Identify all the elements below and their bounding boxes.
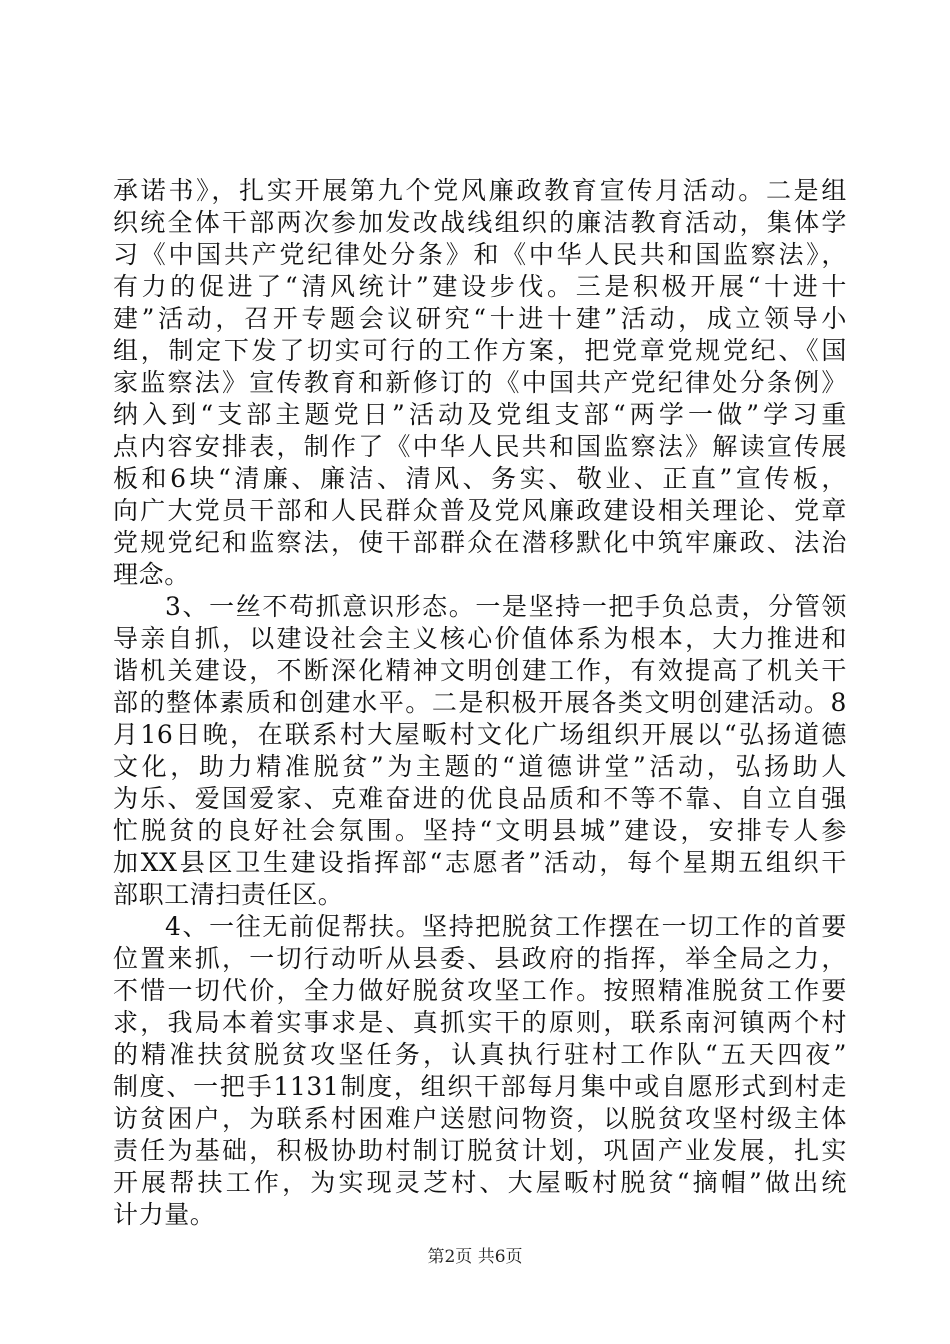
- text-line: 部职工清扫责任区。: [113, 880, 344, 909]
- text-line: 计力量。: [113, 1200, 216, 1229]
- text-line: 为乐、爱国爱家、克难奋进的优良品质和不等不靠、自立自强: [113, 784, 847, 813]
- text-line: 建”活动，召开专题会议研究“十进十建”活动，成立领导小: [113, 304, 847, 333]
- text-line: 党规党纪和监察法，使干部群众在潜移默化中筑牢廉政、法治: [113, 528, 847, 557]
- document-body: [113, 175, 847, 1231]
- text-line: 部的整体素质和创建水平。二是积极开展各类文明创建活动。8: [113, 688, 847, 717]
- text-line: 有力的促进了“清风统计”建设步伐。三是积极开展“十进十: [113, 272, 847, 301]
- text-line: 开展帮扶工作，为实现灵芝村、大屋畈村脱贫“摘帽”做出统: [113, 1168, 847, 1197]
- text-line: 理念。: [113, 560, 190, 589]
- text-line: 文化，助力精准脱贫”为主题的“道德讲堂”活动，弘扬助人: [113, 752, 847, 781]
- text-line: 4、一往无前促帮扶。坚持把脱贫工作摆在一切工作的首要: [165, 912, 847, 941]
- text-line: 3、一丝不苟抓意识形态。一是坚持一把手负总责，分管领: [165, 592, 847, 621]
- page-footer: 第2页 共6页: [427, 1247, 523, 1267]
- text-line: 织统全体干部两次参加发改战线组织的廉洁教育活动，集体学: [113, 208, 847, 237]
- text-line: 承诺书》，扎实开展第九个党风廉政教育宣传月活动。二是组: [113, 176, 847, 205]
- text-line: 制度、一把手1131制度，组织干部每月集中或自愿形式到村走: [113, 1072, 847, 1101]
- text-line: 家监察法》宣传教育和新修订的《中国共产党纪律处分条例》: [113, 368, 847, 397]
- text-line: 谐机关建设，不断深化精神文明创建工作，有效提高了机关干: [113, 656, 847, 685]
- text-line: 导亲自抓，以建设社会主义核心价值体系为根本，大力推进和: [113, 624, 847, 653]
- text-line: 月16日晚，在联系村大屋畈村文化广场组织开展以“弘扬道德: [113, 720, 847, 749]
- text-line: 不惜一切代价，全力做好脱贫攻坚工作。按照精准脱贫工作要: [113, 976, 847, 1005]
- text-line: 纳入到“支部主题党日”活动及党组支部“两学一做”学习重: [113, 400, 847, 429]
- text-line: 组，制定下发了切实可行的工作方案，把党章党规党纪、《国: [113, 336, 847, 365]
- text-line: 习《中国共产党纪律处分条》和《中华人民共和国监察法》，: [113, 240, 847, 269]
- text-line: 访贫困户，为联系村困难户送慰问物资，以脱贫攻坚村级主体: [113, 1104, 847, 1133]
- text-line: 板和6块“清廉、廉洁、清风、务实、敬业、正直”宣传板，: [113, 464, 847, 493]
- text-line: 向广大党员干部和人民群众普及党风廉政建设相关理论、党章: [113, 496, 847, 525]
- text-line: 忙脱贫的良好社会氛围。坚持“文明县城”建设，安排专人参: [113, 816, 847, 845]
- text-line: 的精准扶贫脱贫攻坚任务，认真执行驻村工作队“五天四夜”: [113, 1040, 847, 1069]
- text-line: 点内容安排表，制作了《中华人民共和国监察法》解读宣传展: [113, 432, 847, 461]
- text-line: 位置来抓，一切行动听从县委、县政府的指挥，举全局之力，: [113, 944, 847, 973]
- text-line: 责任为基础，积极协助村制订脱贫计划，巩固产业发展，扎实: [113, 1136, 847, 1165]
- text-line: 加XX县区卫生建设指挥部“志愿者”活动，每个星期五组织干: [113, 848, 847, 877]
- text-line: 求，我局本着实事求是、真抓实干的原则，联系南河镇两个村: [113, 1008, 847, 1037]
